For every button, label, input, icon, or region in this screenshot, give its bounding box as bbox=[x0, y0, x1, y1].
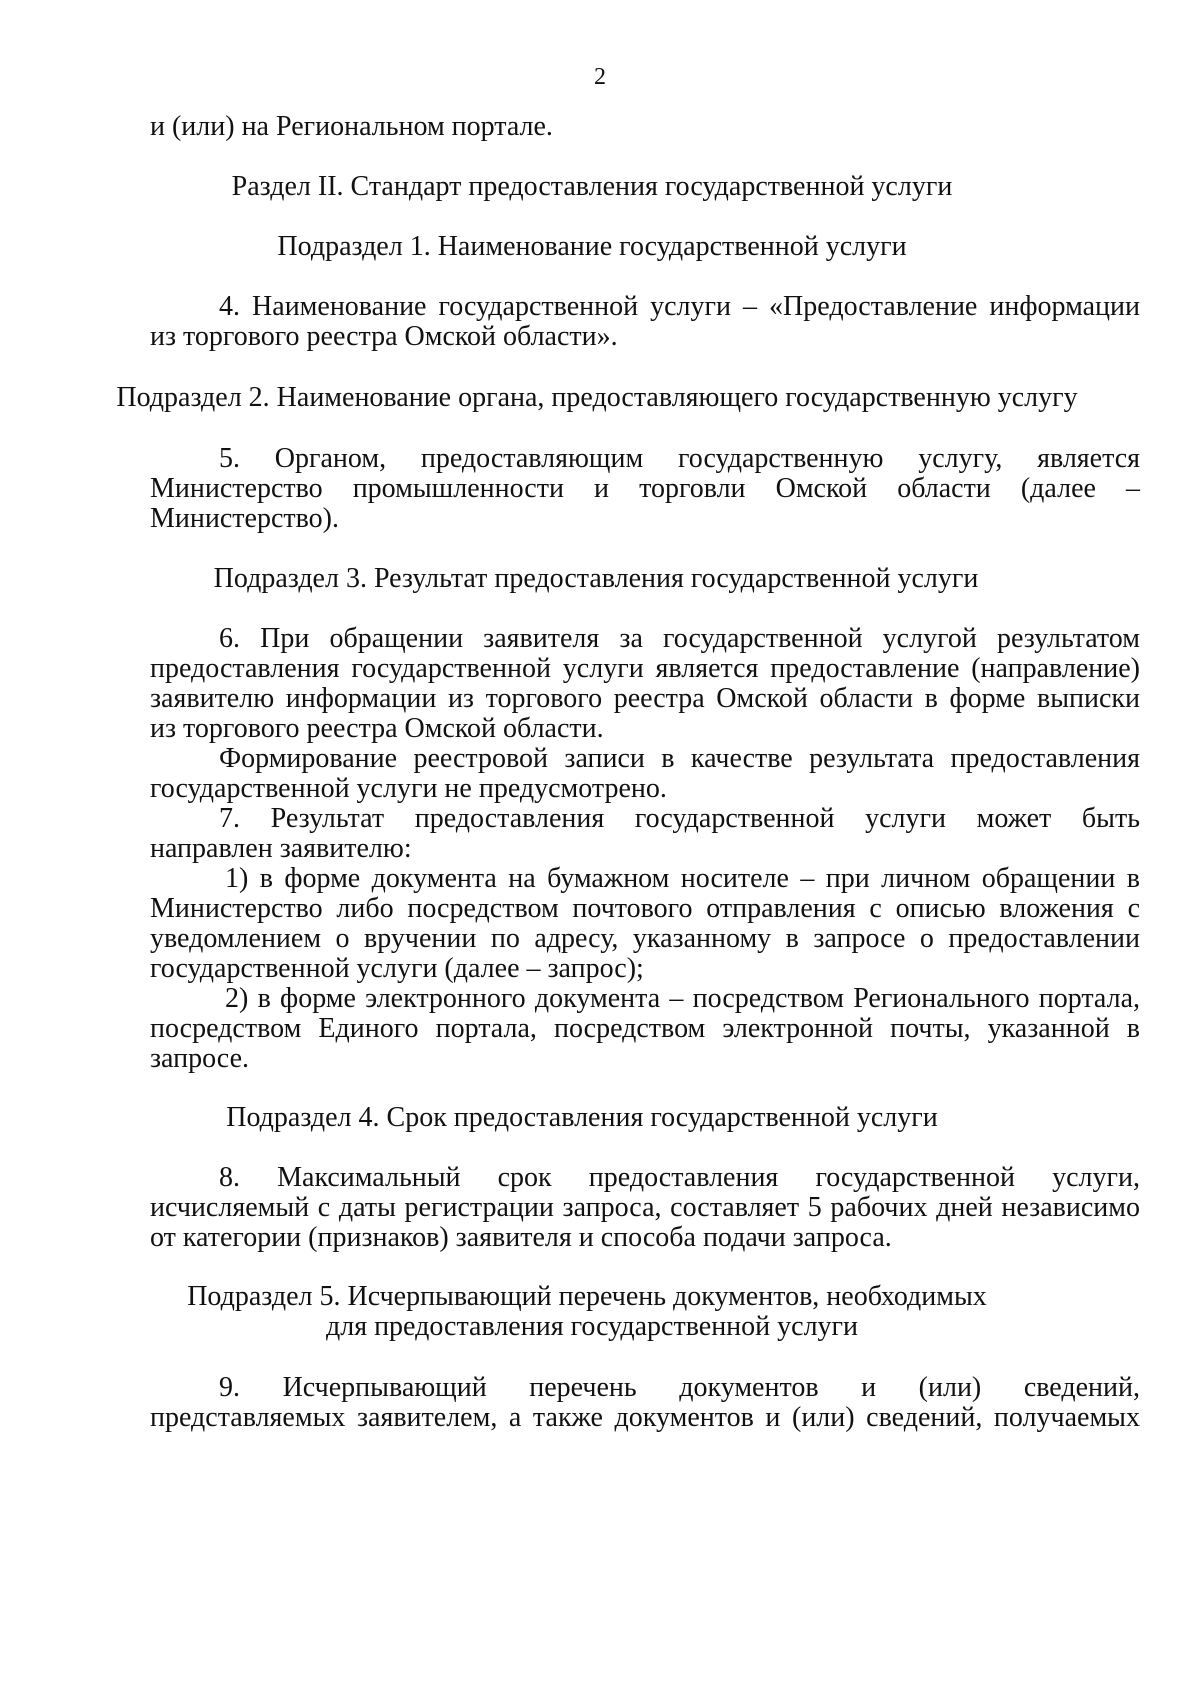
paragraph-line: 4. Наименование государственной услуги – «Предоставление информации bbox=[219, 291, 1140, 322]
section-heading: Раздел II. Стандарт предоставления государственной услуги bbox=[231, 171, 953, 202]
list-item-line: Министерство либо посредством почтового отправления с описью вложения с bbox=[150, 893, 1140, 924]
paragraph-line: Министерство). bbox=[150, 503, 339, 534]
subsection-heading: для предоставления государственной услуги bbox=[325, 1311, 859, 1342]
list-item-line: государственной услуги (далее – запрос); bbox=[150, 953, 644, 984]
text-line: и (или) на Региональном портале. bbox=[150, 111, 553, 142]
list-item-line: 1) в форме документа на бумажном носителе – при личном обращении в bbox=[225, 863, 1140, 894]
paragraph-line: Формирование реестровой записи в качестве результата предоставления bbox=[219, 743, 1140, 774]
paragraph-line: 5. Органом, предоставляющим государственную услугу, является bbox=[219, 443, 1140, 474]
paragraph-line: из торгового реестра Омской области. bbox=[150, 713, 604, 744]
list-item-line: запросе. bbox=[150, 1043, 249, 1074]
paragraph-line: государственной услуги не предусмотрено. bbox=[150, 773, 667, 804]
subsection-heading: Подраздел 3. Результат предоставления государственной услуги bbox=[213, 563, 979, 594]
subsection-heading: Подраздел 1. Наименование государственной услуги bbox=[277, 231, 907, 262]
paragraph-line: от категории (признаков) заявителя и способа подачи запроса. bbox=[150, 1222, 892, 1253]
subsection-heading: Подраздел 4. Срок предоставления государственной услуги bbox=[226, 1102, 938, 1133]
paragraph-line: заявителю информации из торгового реестра Омской области в форме выписки bbox=[150, 683, 1140, 714]
list-item-line: посредством Единого портала, посредством электронной почты, указанной в bbox=[150, 1013, 1140, 1044]
paragraph-line: из торгового реестра Омской области». bbox=[150, 321, 618, 352]
paragraph-line: исчисляемый с даты регистрации запроса, составляет 5 рабочих дней независимо bbox=[150, 1192, 1140, 1223]
paragraph-line: 7. Результат предоставления государственной услуги может быть bbox=[219, 803, 1140, 834]
list-item-line: уведомлением о вручении по адресу, указанному в запросе о предоставлении bbox=[150, 923, 1140, 954]
list-item-line: 2) в форме электронного документа – посредством Регионального портала, bbox=[225, 983, 1140, 1014]
page-number: 2 bbox=[594, 64, 606, 90]
paragraph-line: 8. Максимальный срок предоставления государственной услуги, bbox=[219, 1162, 1140, 1193]
paragraph-line: представляемых заявителем, а также документов и (или) сведений, получаемых bbox=[150, 1402, 1140, 1433]
subsection-heading: Подраздел 2. Наименование органа, предоставляющего государственную услугу bbox=[116, 382, 1078, 413]
subsection-heading: Подраздел 5. Исчерпывающий перечень документов, необходимых bbox=[187, 1281, 987, 1312]
paragraph-line: предоставления государственной услуги является предоставление (направление) bbox=[150, 653, 1140, 684]
paragraph-line: Министерство промышленности и торговли Омской области (далее – bbox=[150, 473, 1140, 504]
paragraph-line: 6. При обращении заявителя за государственной услугой результатом bbox=[219, 623, 1140, 654]
paragraph-line: 9. Исчерпывающий перечень документов и (или) сведений, bbox=[219, 1372, 1140, 1403]
paragraph-line: направлен заявителю: bbox=[150, 833, 412, 864]
